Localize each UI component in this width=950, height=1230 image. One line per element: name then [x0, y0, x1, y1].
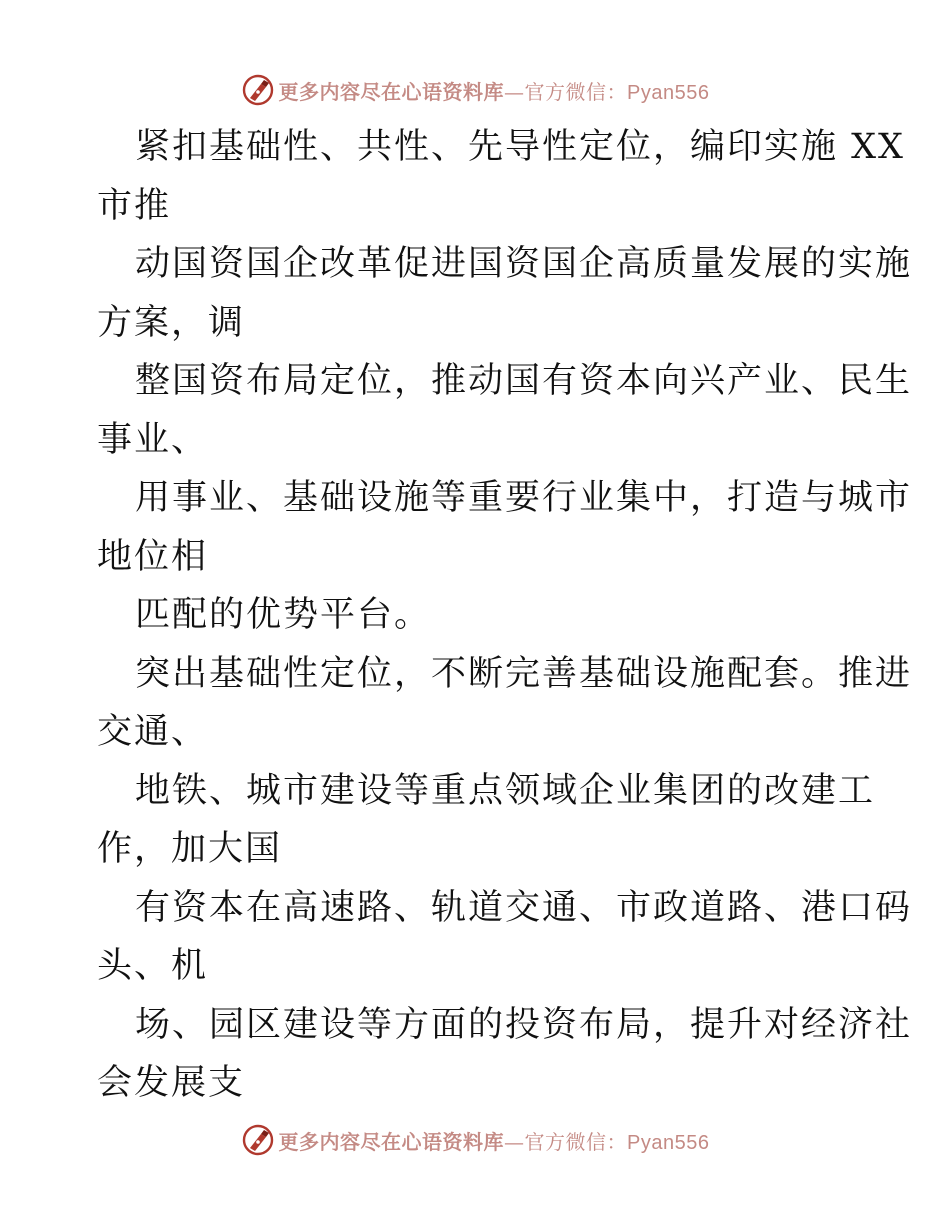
text-line: 整国资布局定位，推动国有资本向兴产业、民生 [135, 361, 913, 401]
text-line: 会发展支 [97, 1063, 246, 1103]
text-line: 头、机 [97, 946, 209, 986]
watermark-contact-label: 官方微信： [524, 1129, 628, 1154]
watermark-contact-id: Pyan556 [627, 1131, 710, 1154]
text-line: 交通、 [97, 712, 209, 752]
watermark-contact-label: 官方微信： [524, 79, 628, 104]
watermark-text [279, 1126, 710, 1155]
text-line: 匹配的优势平台。 [135, 595, 432, 635]
text-line: 作，加大国 [97, 829, 283, 869]
watermark-text [279, 76, 710, 105]
text-line: 方案，调 [97, 302, 246, 343]
text-line: 动国资国企改革促进国资国企高质量发展的实施 [135, 244, 913, 284]
text-line: 紧扣基础性、共性、先导性定位，编印实施 XX [135, 127, 905, 167]
text-line: 突出基础性定位，不断完善基础设施配套。推进 [135, 653, 913, 694]
pen-nib-logo-icon [241, 73, 275, 107]
text-line: 地位相 [97, 536, 209, 577]
watermark-contact-id: Pyan556 [627, 81, 710, 104]
header-watermark-banner [0, 70, 950, 110]
text-line: 有资本在高速路、轨道交通、市政道路、港口码 [135, 887, 913, 928]
document-body [97, 118, 913, 1113]
pen-nib-logo-icon [241, 1123, 275, 1157]
watermark-brand: 更多内容尽在心语资料库 [278, 79, 505, 104]
watermark-separator: — [504, 1129, 525, 1154]
text-line: 事业、 [97, 419, 209, 460]
text-line: 地铁、城市建设等重点领域企业集团的改建工 [135, 770, 876, 811]
footer-watermark-banner [0, 1120, 950, 1160]
text-line: 市推 [97, 185, 172, 226]
watermark-brand: 更多内容尽在心语资料库 [278, 1129, 505, 1154]
text-line: 用事业、基础设施等重要行业集中，打造与城市 [135, 478, 913, 518]
watermark-separator: — [504, 79, 525, 104]
text-line: 场、园区建设等方面的投资布局，提升对经济社 [135, 1004, 913, 1045]
